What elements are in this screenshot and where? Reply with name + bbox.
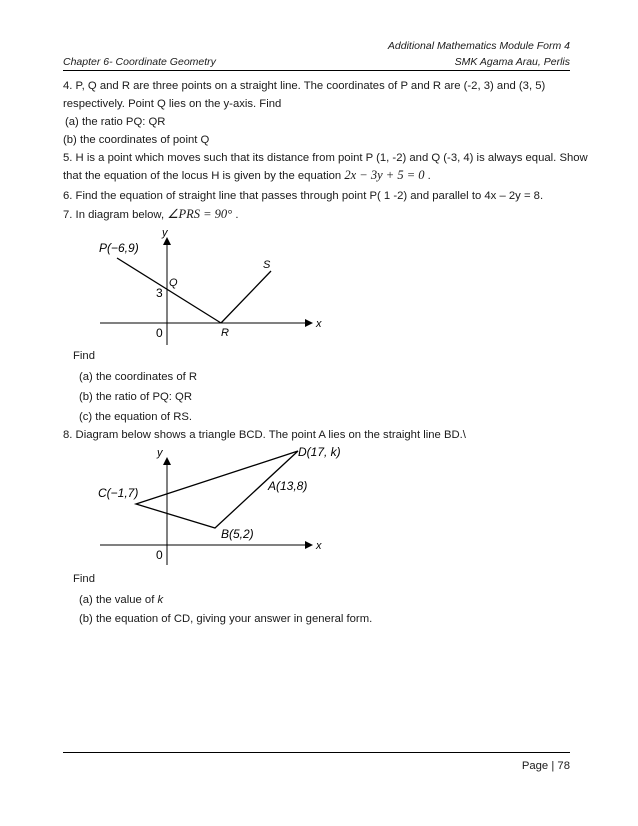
q4-line2: respectively. Point Q lies on the y-axis. Find bbox=[63, 98, 282, 110]
q5-line1: 5. H is a point which moves such that its distance from point P (1, -2) and Q (-3, 4) is always equal. Show bbox=[63, 152, 588, 164]
q8-point-d-label: D(17, k) bbox=[298, 445, 341, 459]
q7-find: Find bbox=[73, 350, 95, 362]
q4-part-b: (b) the coordinates of point Q bbox=[63, 134, 210, 146]
q8-origin-label: 0 bbox=[156, 548, 163, 562]
q7-period: . bbox=[235, 209, 239, 221]
q8-part-a-var: k bbox=[157, 594, 164, 606]
q6-text: 6. Find the equation of straight line that passes through point P( 1 -2) and parallel to 4x – 2y = 8. bbox=[63, 190, 544, 202]
q7-part-b: (b) the ratio of PQ: QR bbox=[79, 391, 193, 403]
q8-point-b-label: B(5,2) bbox=[221, 527, 254, 541]
q4-part-a: (a) the ratio PQ: QR bbox=[65, 116, 166, 128]
q7-point-r-label: R bbox=[221, 327, 229, 339]
q7-point-s-label: S bbox=[263, 259, 271, 271]
page-number: Page | 78 bbox=[521, 760, 570, 772]
q8-part-a bbox=[79, 593, 163, 607]
q5-line2-text: that the equation of the locus H is given by the equation bbox=[63, 170, 342, 182]
q8-part-a-text: (a) the value of bbox=[79, 594, 158, 606]
chapter-title: Chapter 6- Coordinate Geometry bbox=[63, 56, 216, 68]
q7-origin-label: 0 bbox=[156, 326, 163, 340]
q7-point-p-label: P(−6,9) bbox=[99, 241, 139, 255]
q7-x-label: x bbox=[316, 318, 322, 330]
q7-y-label: y bbox=[162, 227, 168, 239]
school-name: SMK Agama Arau, Perlis bbox=[454, 56, 570, 68]
q7-point-q-label: Q bbox=[169, 277, 178, 289]
footer-rule bbox=[63, 752, 570, 753]
q5-equation: 2x − 3y + 5 = 0 bbox=[344, 168, 425, 182]
q8-y-label: y bbox=[157, 447, 163, 459]
q7-intro: 7. In diagram below, bbox=[63, 209, 165, 221]
q5-period: . bbox=[427, 170, 431, 182]
q7-part-c: (c) the equation of RS. bbox=[79, 411, 193, 423]
q7-tick-3-label: 3 bbox=[156, 286, 163, 300]
q7-angle: ∠PRS = 90° bbox=[167, 207, 233, 221]
q8-point-a-label: A(13,8) bbox=[268, 479, 308, 493]
q7-part-a: (a) the coordinates of R bbox=[79, 371, 198, 383]
q8-x-label: x bbox=[316, 540, 322, 552]
module-title: Additional Mathematics Module Form 4 bbox=[387, 40, 570, 52]
q4-line1: 4. P, Q and R are three points on a straight line. The coordinates of P and R are (-2, 3) and (3, 5) bbox=[63, 80, 546, 92]
q8-point-c-label: C(−1,7) bbox=[98, 486, 139, 500]
q8-part-b: (b) the equation of CD, giving your answer in general form. bbox=[79, 613, 373, 625]
q8-find: Find bbox=[73, 573, 95, 585]
q8-intro: 8. Diagram below shows a triangle BCD. The point A lies on the straight line BD.\ bbox=[63, 429, 466, 441]
